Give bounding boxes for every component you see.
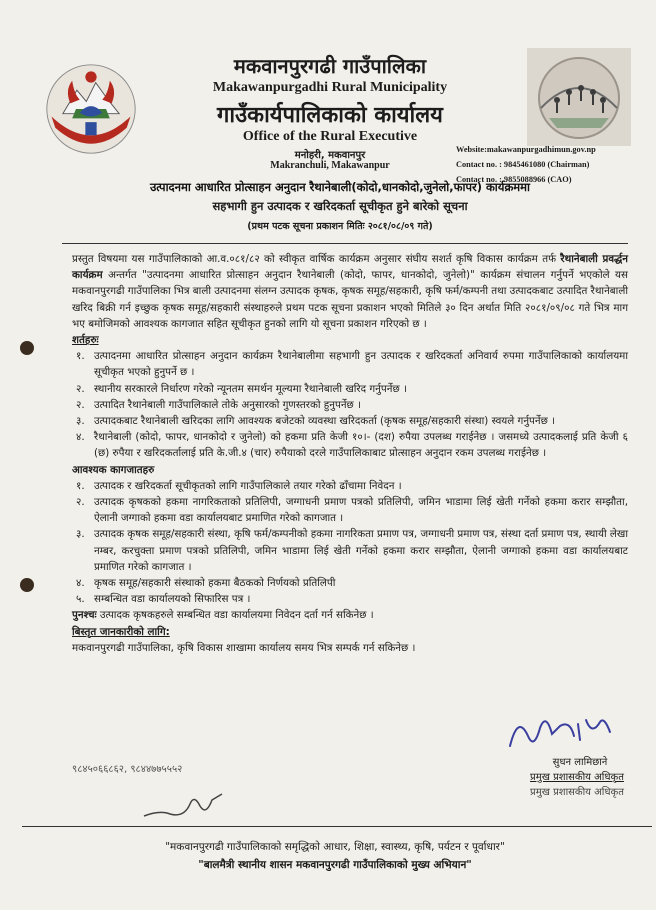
list-item bbox=[72, 494, 628, 526]
list-number: २. bbox=[76, 382, 85, 395]
phone-numbers: ९८४५०६६८६२, ९८४४७७५५५२ bbox=[72, 764, 183, 775]
address-en: Makranchuli, Makawanpur bbox=[270, 160, 390, 171]
contact-chairman: Contact no. : 9845461080 (Chairman) bbox=[456, 160, 590, 169]
footer-slogan-2: "बालमैत्री स्थानीय शासन मकवानपुरगढी गाउँपालिकाको मुख्य अभियान" bbox=[198, 859, 472, 871]
list-text: उत्पादक कृषकको हकमा नागरिकताको प्रतिलिपी, जग्गाधनी प्रमाण पत्रको प्रतिलिपी, जमिन भाडामा लिई खेती गर्नेको हकमा करार सम्झौता, ऐलानी जग्गाको हकमा वडा कार्यालयबाट प्रमाणित गरेको कागजात । bbox=[94, 496, 628, 525]
footer-slogan-1: "मकवानपुरगढी गाउँपालिकाको समृद्धिको आधार, शिक्षा, स्वास्थ्य, कृषि, पर्यटन र पूर्वाधार" bbox=[165, 841, 505, 853]
list-item bbox=[72, 348, 628, 380]
intro-bold: रैथानेबाली प्रवर्द्धन कार्यक्रम bbox=[72, 253, 628, 282]
intro-text-a: प्रस्तुत विषयमा यस गाउँपालिकाको आ.व.०८१/८२ को स्वीकृत वार्षिक कार्यक्रम अनुसार संघीय सशर्त कृषि विकास कार्यक्रम तर्फ bbox=[72, 253, 561, 265]
office-title-np: गाउँकार्यपालिकाको कार्यालय bbox=[217, 103, 443, 128]
list-text: उत्पादित रैथानेबाली गाउँपालिकाले तोके अनुसारको गुणस्तरको हुनुपर्नेछ । bbox=[94, 398, 361, 411]
note-label: पुनश्चः bbox=[72, 609, 97, 622]
list-number: १. bbox=[76, 479, 85, 492]
list-item bbox=[72, 397, 628, 413]
list-number: २. bbox=[76, 496, 85, 509]
list-text: रैथानेबाली (कोदो, फापर, धानकोदो र जुनेलो) को हकमा प्रति केजी १०।- (दश) रुपैया उपलब्ध गराईनेछ । जसमध्ये उत्पादकलाई प्रति केजी ६ (छ) रुपैया र खरिदकर्तालाई प्रति के.जी.४ (चार) रुपैयाको दरले गाउँपालिकाबाट प्रोत्साहन अनुदान रकम उपलब्ध गराईनेछ । bbox=[94, 431, 628, 460]
list-number: ५. bbox=[76, 593, 85, 606]
list-number: ४. bbox=[76, 577, 85, 590]
notice-body bbox=[72, 251, 628, 656]
subject-line-1: उत्पादनमा आधारित प्रोत्साहन अनुदान रैथानेबाली(कोदो,धानकोदो,जुनेलो,फापर) कार्यक्रममा bbox=[149, 180, 531, 194]
conditions-heading: शर्तहरुः bbox=[72, 334, 99, 347]
conditions-list bbox=[72, 348, 628, 461]
list-number: ४. bbox=[76, 431, 85, 444]
municipality-title-en: Makawanpurgadhi Rural Municipality bbox=[212, 80, 448, 95]
subject-line-2: सहभागी हुन उत्पादक र खरिदकर्ता सूचीकृत हुने बारेको सूचना bbox=[212, 199, 468, 213]
list-text: स्थानीय सरकारले निर्धारण गरेको न्यूनतम समर्थन मूल्यमा रैथानेबाली खरिद गर्नुपर्नेछ । bbox=[94, 382, 407, 395]
contact-cao: Contact no. : 9855088966 (CAO) bbox=[456, 175, 572, 184]
initials-icon bbox=[140, 790, 230, 820]
list-item bbox=[72, 591, 628, 607]
intro-paragraph bbox=[72, 251, 628, 332]
list-text: उत्पादनमा आधारित प्रोत्साहन अनुदान कार्यक्रम रैथानेबालीमा सहभागी हुन उत्पादक र खरिदकर्ता अनिवार्य रुपमा गाउँपालिकाको कार्यालयमा सूचीकृत भएको हुनुपर्ने छ । bbox=[94, 350, 628, 379]
list-text: सम्बन्धित वडा कार्यालयको सिफारिस पत्र । bbox=[94, 593, 251, 606]
list-item bbox=[72, 478, 628, 494]
list-item bbox=[72, 413, 628, 429]
signatory-post-repeat: प्रमुख प्रशासकीय अधिकृत bbox=[530, 787, 624, 798]
list-item bbox=[72, 526, 628, 575]
binder-hole bbox=[20, 578, 34, 592]
nepal-emblem-icon bbox=[44, 62, 138, 156]
footer-divider bbox=[22, 826, 652, 827]
municipality-title-np: मकवानपुरगढी गाउँपालिका bbox=[233, 54, 427, 78]
subject-line-3: (प्रथम पटक सूचना प्रकाशन मितिः २०८१/०८/०९ गते) bbox=[247, 221, 433, 232]
info-heading: बिस्तृत जानकारीको लागि: bbox=[72, 625, 170, 638]
list-item bbox=[72, 575, 628, 591]
note-paragraph bbox=[72, 607, 628, 623]
website-text: Website:makawanpurgadhimun.gov.np bbox=[456, 145, 596, 154]
list-text: उत्पादक र खरिदकर्ता सूचीकृतको लागि गाउँपालिकाले तयार गरेको ढाँचामा निवेदन । bbox=[94, 479, 402, 492]
info-text: मकवानपुरगढी गाउँपालिका, कृषि विकास शाखामा कार्यालय समय भित्र सम्पर्क गर्न सकिनेछ । bbox=[72, 641, 416, 654]
binder-hole bbox=[20, 341, 34, 355]
office-title-en: Office of the Rural Executive bbox=[242, 129, 418, 144]
list-item bbox=[72, 429, 628, 461]
address-np: मनोहरी, मकवानपुर bbox=[294, 150, 366, 161]
header-divider bbox=[62, 243, 628, 244]
list-number: ३. bbox=[76, 415, 85, 428]
signatory-post: प्रमुख प्रशासकीय अधिकृत bbox=[530, 772, 624, 783]
list-number: १. bbox=[76, 350, 85, 363]
documents-list bbox=[72, 478, 628, 608]
list-text: उत्पादकबाट रैथानेबाली खरिदका लागि आवश्यक बजेटको व्यवस्था खरिदकर्ता (कृषक समूह/सहकारी संस्था) स्वयले गर्नुपर्नेछ । bbox=[94, 415, 556, 428]
list-number: २. bbox=[76, 398, 85, 411]
list-number: ३. bbox=[76, 528, 85, 541]
municipality-logo-icon bbox=[527, 48, 631, 146]
signatory-name: सुधन लामिछाने bbox=[552, 757, 608, 768]
documents-heading: आवश्यक कागजातहरु bbox=[72, 463, 155, 476]
list-item bbox=[72, 381, 628, 397]
note-text: उत्पादक कृषकहरुले सम्बन्धित वडा कार्यालयमा निवेदन दर्ता गर्न सकिनेछ । bbox=[96, 609, 374, 622]
intro-text-b: अन्तर्गत "उत्पादनमा आधारित प्रोत्साहन अनुदान रैथानेबाली (कोदो, फापर, धानकोदो, जुनेलो)" कार्यक्रम संचालन गर्नुपर्ने भएकोले यस मकवानपुरगढी गाउँपालिका भित्र बाली उत्पादनमा संलग्न उत्पादक कृषक, कृषक समूह/सहकारी, कृषि फर्म/कम्पनी तथा उत्पादकबाट उत्पादित रैथानेबाली खरिद बिक्री गर्न इच्छुक कृषक समूह/सहकारी संस्थाहरुले प्रथम पटक सूचना प्रकाशन भएको मितिले ३० दिन अर्थात मिति २०८१/०९/०८ गते भित्र माग भए बमोजिमको आवश्यक कागजात सहित सूचीकृत हुनको लागि यो सूचना प्रकाशन गरिएको छ । bbox=[72, 269, 628, 330]
list-text: उत्पादक कृषक समूह/सहकारी संस्था, कृषि फर्म/कम्पनीको हकमा नागरिकता प्रमाण पत्र, जग्गाधनी प्रमाण पत्र, संस्था दर्ता प्रमाण पत्र, स्थायी लेखा नम्बर, करचुक्ता प्रमाण पत्रको प्रतिलिपी, जमिन भाडामा लिई खेती गर्नेको हकमा करार सम्झौता, ऐलानी जग्गाको हकमा वडा कार्यालयबाट प्रमाणित गरेको कागजात । bbox=[94, 528, 628, 573]
signature-icon bbox=[500, 706, 620, 756]
list-text: कृषक समूह/सहकारी संस्थाको हकमा बैठकको निर्णयको प्रतिलिपी bbox=[94, 577, 336, 590]
